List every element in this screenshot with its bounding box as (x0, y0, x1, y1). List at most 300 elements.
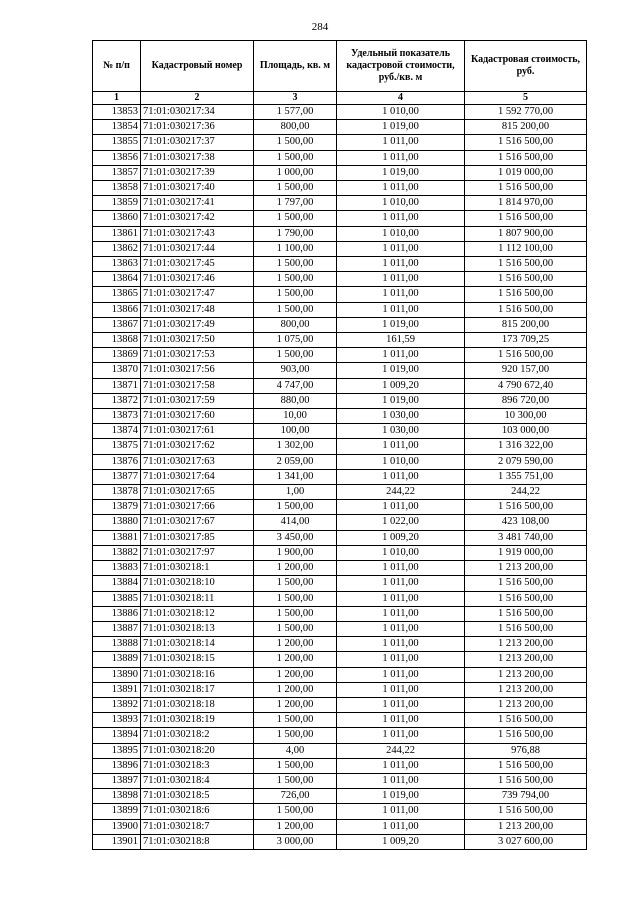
cell-specific-value: 1 011,00 (337, 135, 465, 150)
cell-area: 1 500,00 (254, 606, 337, 621)
cell-cadastral-cost: 1 516 500,00 (465, 621, 587, 636)
cell-cadastral-number: 71:01:030218:4 (141, 773, 254, 788)
cell-cadastral-number: 71:01:030217:39 (141, 165, 254, 180)
cell-cadastral-cost: 1 807 900,00 (465, 226, 587, 241)
cell-area: 1 790,00 (254, 226, 337, 241)
cell-cadastral-number: 71:01:030217:34 (141, 105, 254, 120)
table-row (93, 743, 587, 758)
cell-row-number: 13864 (93, 272, 141, 287)
cell-cadastral-cost: 1 516 500,00 (465, 135, 587, 150)
cell-area: 1 500,00 (254, 591, 337, 606)
cell-area: 1 200,00 (254, 682, 337, 697)
cell-cadastral-cost: 103 000,00 (465, 424, 587, 439)
cell-row-number: 13880 (93, 515, 141, 530)
cell-area: 1 200,00 (254, 819, 337, 834)
column-number: 2 (141, 92, 254, 105)
cell-specific-value: 1 010,00 (337, 105, 465, 120)
cell-cadastral-cost: 3 027 600,00 (465, 834, 587, 849)
cell-row-number: 13888 (93, 637, 141, 652)
table-row (93, 834, 587, 849)
cell-area: 1 500,00 (254, 758, 337, 773)
cell-cadastral-cost: 1 213 200,00 (465, 652, 587, 667)
cell-row-number: 13871 (93, 378, 141, 393)
cell-specific-value: 1 030,00 (337, 424, 465, 439)
cell-row-number: 13897 (93, 773, 141, 788)
cell-area: 1 500,00 (254, 576, 337, 591)
cell-specific-value: 1 011,00 (337, 667, 465, 682)
table-row (93, 515, 587, 530)
cell-cadastral-cost: 896 720,00 (465, 393, 587, 408)
cell-specific-value: 1 019,00 (337, 363, 465, 378)
cell-cadastral-number: 71:01:030217:43 (141, 226, 254, 241)
cell-specific-value: 1 011,00 (337, 713, 465, 728)
cell-cadastral-cost: 173 709,25 (465, 333, 587, 348)
table-row (93, 652, 587, 667)
table-row (93, 424, 587, 439)
cell-area: 1 000,00 (254, 165, 337, 180)
cell-cadastral-number: 71:01:030218:13 (141, 621, 254, 636)
cell-cadastral-number: 71:01:030218:6 (141, 804, 254, 819)
cell-specific-value: 1 011,00 (337, 439, 465, 454)
cell-specific-value: 1 011,00 (337, 697, 465, 712)
cell-cadastral-cost: 1 516 500,00 (465, 272, 587, 287)
cell-specific-value: 1 011,00 (337, 591, 465, 606)
cell-row-number: 13861 (93, 226, 141, 241)
cell-area: 1 200,00 (254, 637, 337, 652)
cell-row-number: 13857 (93, 165, 141, 180)
table-row (93, 728, 587, 743)
table-row (93, 469, 587, 484)
cell-cadastral-number: 71:01:030218:19 (141, 713, 254, 728)
cell-area: 726,00 (254, 789, 337, 804)
cell-cadastral-cost: 10 300,00 (465, 409, 587, 424)
cell-specific-value: 1 011,00 (337, 302, 465, 317)
cell-specific-value: 1 019,00 (337, 165, 465, 180)
cell-row-number: 13899 (93, 804, 141, 819)
cell-cadastral-number: 71:01:030217:50 (141, 333, 254, 348)
cell-row-number: 13875 (93, 439, 141, 454)
cell-row-number: 13889 (93, 652, 141, 667)
table-body (93, 105, 587, 850)
cell-row-number: 13868 (93, 333, 141, 348)
cell-area: 1 100,00 (254, 241, 337, 256)
cell-cadastral-number: 71:01:030217:67 (141, 515, 254, 530)
table-row (93, 378, 587, 393)
cell-cadastral-cost: 1 516 500,00 (465, 181, 587, 196)
cell-area: 4 747,00 (254, 378, 337, 393)
table-row (93, 819, 587, 834)
table-row (93, 545, 587, 560)
table-row (93, 165, 587, 180)
cell-cadastral-cost: 1 516 500,00 (465, 713, 587, 728)
table-row (93, 211, 587, 226)
header-area: Площадь, кв. м (254, 41, 337, 92)
cell-row-number: 13895 (93, 743, 141, 758)
cell-area: 1 500,00 (254, 728, 337, 743)
cell-specific-value: 1 011,00 (337, 773, 465, 788)
cell-specific-value: 1 011,00 (337, 819, 465, 834)
cell-area: 800,00 (254, 120, 337, 135)
table-row (93, 120, 587, 135)
cell-cadastral-cost: 1 516 500,00 (465, 500, 587, 515)
cell-area: 800,00 (254, 317, 337, 332)
cell-cadastral-cost: 815 200,00 (465, 317, 587, 332)
cell-cadastral-number: 71:01:030218:12 (141, 606, 254, 621)
table-row (93, 667, 587, 682)
cell-area: 1 500,00 (254, 272, 337, 287)
cell-cadastral-number: 71:01:030218:15 (141, 652, 254, 667)
cell-cadastral-number: 71:01:030217:97 (141, 545, 254, 560)
cell-cadastral-cost: 1 516 500,00 (465, 591, 587, 606)
cell-cadastral-number: 71:01:030217:44 (141, 241, 254, 256)
cell-area: 1 500,00 (254, 773, 337, 788)
cell-row-number: 13858 (93, 181, 141, 196)
table-row (93, 302, 587, 317)
cell-row-number: 13874 (93, 424, 141, 439)
cell-cadastral-number: 71:01:030218:7 (141, 819, 254, 834)
table-row (93, 317, 587, 332)
cell-row-number: 13883 (93, 561, 141, 576)
header-cadastral-cost: Кадастровая стоимость, руб. (465, 41, 587, 92)
cell-cadastral-number: 71:01:030217:85 (141, 530, 254, 545)
cell-cadastral-number: 71:01:030217:37 (141, 135, 254, 150)
table-row (93, 713, 587, 728)
cell-cadastral-number: 71:01:030217:49 (141, 317, 254, 332)
table-row (93, 363, 587, 378)
cell-row-number: 13873 (93, 409, 141, 424)
cell-cadastral-cost: 1 019 000,00 (465, 165, 587, 180)
cell-specific-value: 1 019,00 (337, 789, 465, 804)
cell-specific-value: 1 011,00 (337, 621, 465, 636)
cell-cadastral-cost: 1 316 322,00 (465, 439, 587, 454)
cell-cadastral-number: 71:01:030218:17 (141, 682, 254, 697)
cell-cadastral-cost: 1 112 100,00 (465, 241, 587, 256)
cell-cadastral-number: 71:01:030218:10 (141, 576, 254, 591)
cell-row-number: 13876 (93, 454, 141, 469)
table-row (93, 196, 587, 211)
cell-cadastral-number: 71:01:030217:56 (141, 363, 254, 378)
cell-area: 1 075,00 (254, 333, 337, 348)
cell-cadastral-number: 71:01:030218:20 (141, 743, 254, 758)
table-row (93, 393, 587, 408)
cell-cadastral-cost: 1 814 970,00 (465, 196, 587, 211)
cell-specific-value: 1 011,00 (337, 348, 465, 363)
cell-area: 1 500,00 (254, 348, 337, 363)
cell-cadastral-number: 71:01:030217:63 (141, 454, 254, 469)
cell-specific-value: 1 011,00 (337, 728, 465, 743)
cell-cadastral-cost: 1 516 500,00 (465, 758, 587, 773)
cell-area: 1 341,00 (254, 469, 337, 484)
cell-area: 1 577,00 (254, 105, 337, 120)
cell-area: 4,00 (254, 743, 337, 758)
cell-cadastral-cost: 1 516 500,00 (465, 150, 587, 165)
table-row (93, 454, 587, 469)
table-row (93, 272, 587, 287)
cell-cadastral-number: 71:01:030218:18 (141, 697, 254, 712)
cell-area: 1,00 (254, 485, 337, 500)
cell-cadastral-number: 71:01:030218:2 (141, 728, 254, 743)
cell-cadastral-cost: 920 157,00 (465, 363, 587, 378)
cell-specific-value: 1 009,20 (337, 530, 465, 545)
cell-cadastral-number: 71:01:030218:16 (141, 667, 254, 682)
cell-cadastral-number: 71:01:030218:5 (141, 789, 254, 804)
cell-cadastral-cost: 976,88 (465, 743, 587, 758)
cell-row-number: 13881 (93, 530, 141, 545)
cell-specific-value: 1 009,20 (337, 834, 465, 849)
cell-specific-value: 1 019,00 (337, 393, 465, 408)
cell-area: 1 500,00 (254, 621, 337, 636)
cell-area: 414,00 (254, 515, 337, 530)
cell-cadastral-number: 71:01:030217:66 (141, 500, 254, 515)
cell-row-number: 13886 (93, 606, 141, 621)
table-row (93, 697, 587, 712)
cell-specific-value: 1 011,00 (337, 469, 465, 484)
table-row (93, 333, 587, 348)
cell-specific-value: 1 011,00 (337, 758, 465, 773)
cell-cadastral-number: 71:01:030218:14 (141, 637, 254, 652)
header-row-number: № п/п (93, 41, 141, 92)
cell-cadastral-number: 71:01:030217:59 (141, 393, 254, 408)
cell-row-number: 13879 (93, 500, 141, 515)
cell-area: 1 200,00 (254, 697, 337, 712)
cell-specific-value: 1 030,00 (337, 409, 465, 424)
header-cadastral-number: Кадастровый номер (141, 41, 254, 92)
cell-specific-value: 1 011,00 (337, 682, 465, 697)
cell-cadastral-number: 71:01:030217:45 (141, 257, 254, 272)
cell-row-number: 13865 (93, 287, 141, 302)
cell-cadastral-cost: 244,22 (465, 485, 587, 500)
cell-cadastral-cost: 1 213 200,00 (465, 682, 587, 697)
cell-row-number: 13885 (93, 591, 141, 606)
cell-cadastral-number: 71:01:030217:47 (141, 287, 254, 302)
table-row (93, 621, 587, 636)
cell-row-number: 13869 (93, 348, 141, 363)
cell-cadastral-number: 71:01:030218:1 (141, 561, 254, 576)
cell-cadastral-number: 71:01:030217:62 (141, 439, 254, 454)
cell-specific-value: 1 011,00 (337, 211, 465, 226)
cell-area: 903,00 (254, 363, 337, 378)
cell-area: 1 500,00 (254, 713, 337, 728)
cell-row-number: 13862 (93, 241, 141, 256)
cell-specific-value: 1 011,00 (337, 241, 465, 256)
table-row (93, 773, 587, 788)
table-row (93, 485, 587, 500)
cell-specific-value: 1 011,00 (337, 561, 465, 576)
table-row (93, 804, 587, 819)
cell-cadastral-number: 71:01:030218:11 (141, 591, 254, 606)
cell-row-number: 13894 (93, 728, 141, 743)
cell-cadastral-cost: 1 213 200,00 (465, 637, 587, 652)
table-row (93, 150, 587, 165)
cell-row-number: 13856 (93, 150, 141, 165)
cell-specific-value: 1 011,00 (337, 500, 465, 515)
cell-cadastral-cost: 1 355 751,00 (465, 469, 587, 484)
table-row (93, 257, 587, 272)
table-row (93, 287, 587, 302)
cell-specific-value: 1 019,00 (337, 120, 465, 135)
cell-area: 3 450,00 (254, 530, 337, 545)
cell-cadastral-cost: 2 079 590,00 (465, 454, 587, 469)
cell-specific-value: 1 011,00 (337, 652, 465, 667)
table-row (93, 439, 587, 454)
cell-row-number: 13867 (93, 317, 141, 332)
cell-row-number: 13884 (93, 576, 141, 591)
cell-cadastral-cost: 1 516 500,00 (465, 804, 587, 819)
table-row (93, 606, 587, 621)
cell-cadastral-number: 71:01:030217:40 (141, 181, 254, 196)
cell-cadastral-cost: 1 516 500,00 (465, 257, 587, 272)
cell-cadastral-cost: 1 516 500,00 (465, 606, 587, 621)
cell-cadastral-number: 71:01:030217:41 (141, 196, 254, 211)
column-number: 4 (337, 92, 465, 105)
cell-cadastral-cost: 1 213 200,00 (465, 561, 587, 576)
cell-specific-value: 1 011,00 (337, 606, 465, 621)
column-number: 3 (254, 92, 337, 105)
cell-row-number: 13898 (93, 789, 141, 804)
cell-row-number: 13890 (93, 667, 141, 682)
cell-cadastral-number: 71:01:030217:38 (141, 150, 254, 165)
cell-specific-value: 1 010,00 (337, 454, 465, 469)
table-row (93, 576, 587, 591)
cell-cadastral-cost: 1 213 200,00 (465, 667, 587, 682)
cell-cadastral-cost: 423 108,00 (465, 515, 587, 530)
cell-specific-value: 1 010,00 (337, 196, 465, 211)
table-row (93, 637, 587, 652)
table-row (93, 561, 587, 576)
cell-area: 1 900,00 (254, 545, 337, 560)
cell-cadastral-number: 71:01:030217:36 (141, 120, 254, 135)
cell-cadastral-number: 71:01:030218:3 (141, 758, 254, 773)
cadastral-value-table (92, 40, 587, 850)
cell-specific-value: 1 011,00 (337, 257, 465, 272)
cell-cadastral-number: 71:01:030217:46 (141, 272, 254, 287)
cell-cadastral-cost: 1 516 500,00 (465, 348, 587, 363)
cell-area: 1 500,00 (254, 257, 337, 272)
cell-specific-value: 1 010,00 (337, 226, 465, 241)
cell-area: 1 500,00 (254, 500, 337, 515)
cell-cadastral-number: 71:01:030217:42 (141, 211, 254, 226)
cell-row-number: 13872 (93, 393, 141, 408)
column-number: 5 (465, 92, 587, 105)
cell-row-number: 13893 (93, 713, 141, 728)
table-header-row (93, 41, 587, 92)
cell-area: 2 059,00 (254, 454, 337, 469)
cell-cadastral-number: 71:01:030217:64 (141, 469, 254, 484)
cell-specific-value: 1 011,00 (337, 272, 465, 287)
cell-row-number: 13860 (93, 211, 141, 226)
cell-specific-value: 1 022,00 (337, 515, 465, 530)
cell-cadastral-cost: 1 516 500,00 (465, 773, 587, 788)
table-row (93, 135, 587, 150)
cell-row-number: 13859 (93, 196, 141, 211)
cell-area: 1 500,00 (254, 804, 337, 819)
cell-cadastral-cost: 739 794,00 (465, 789, 587, 804)
cell-row-number: 13853 (93, 105, 141, 120)
table-row (93, 241, 587, 256)
table-row (93, 789, 587, 804)
cell-cadastral-cost: 3 481 740,00 (465, 530, 587, 545)
table-row (93, 591, 587, 606)
cell-specific-value: 1 011,00 (337, 287, 465, 302)
cell-cadastral-number: 71:01:030217:61 (141, 424, 254, 439)
cell-specific-value: 1 011,00 (337, 181, 465, 196)
cell-area: 1 500,00 (254, 135, 337, 150)
cell-row-number: 13855 (93, 135, 141, 150)
cell-area: 10,00 (254, 409, 337, 424)
cell-row-number: 13870 (93, 363, 141, 378)
cell-cadastral-cost: 1 592 770,00 (465, 105, 587, 120)
cell-area: 1 302,00 (254, 439, 337, 454)
cell-cadastral-cost: 815 200,00 (465, 120, 587, 135)
cell-area: 1 200,00 (254, 652, 337, 667)
cell-specific-value: 244,22 (337, 485, 465, 500)
table-row (93, 500, 587, 515)
cell-specific-value: 161,59 (337, 333, 465, 348)
table-row (93, 226, 587, 241)
cell-cadastral-cost: 1 516 500,00 (465, 576, 587, 591)
table-row (93, 181, 587, 196)
cell-cadastral-cost: 1 516 500,00 (465, 728, 587, 743)
cell-area: 3 000,00 (254, 834, 337, 849)
cell-area: 1 500,00 (254, 287, 337, 302)
cell-area: 1 797,00 (254, 196, 337, 211)
table-row (93, 758, 587, 773)
cell-cadastral-number: 71:01:030218:8 (141, 834, 254, 849)
cell-row-number: 13866 (93, 302, 141, 317)
header-specific-value: Удельный показатель кадастровой стоимости, руб./кв. м (337, 41, 465, 92)
cell-row-number: 13854 (93, 120, 141, 135)
page-number: 284 (311, 21, 329, 33)
cell-row-number: 13887 (93, 621, 141, 636)
cell-row-number: 13882 (93, 545, 141, 560)
cell-area: 1 500,00 (254, 302, 337, 317)
cell-row-number: 13892 (93, 697, 141, 712)
cell-specific-value: 1 011,00 (337, 637, 465, 652)
cell-specific-value: 1 019,00 (337, 317, 465, 332)
cell-cadastral-cost: 1 213 200,00 (465, 819, 587, 834)
table-row (93, 348, 587, 363)
cell-row-number: 13863 (93, 257, 141, 272)
cell-cadastral-cost: 1 919 000,00 (465, 545, 587, 560)
column-number-row (93, 92, 587, 105)
cell-area: 1 500,00 (254, 181, 337, 196)
cell-specific-value: 1 011,00 (337, 804, 465, 819)
cell-area: 1 200,00 (254, 667, 337, 682)
cell-specific-value: 244,22 (337, 743, 465, 758)
cell-cadastral-number: 71:01:030217:65 (141, 485, 254, 500)
cell-cadastral-cost: 1 516 500,00 (465, 302, 587, 317)
cell-cadastral-number: 71:01:030217:60 (141, 409, 254, 424)
cell-specific-value: 1 011,00 (337, 576, 465, 591)
table-row (93, 682, 587, 697)
cell-area: 1 500,00 (254, 211, 337, 226)
table-row (93, 105, 587, 120)
cell-cadastral-number: 71:01:030217:48 (141, 302, 254, 317)
cell-specific-value: 1 009,20 (337, 378, 465, 393)
cell-area: 100,00 (254, 424, 337, 439)
cell-cadastral-cost: 4 790 672,40 (465, 378, 587, 393)
cell-row-number: 13901 (93, 834, 141, 849)
cell-cadastral-cost: 1 516 500,00 (465, 287, 587, 302)
table-row (93, 530, 587, 545)
cell-specific-value: 1 011,00 (337, 150, 465, 165)
cell-area: 880,00 (254, 393, 337, 408)
cell-row-number: 13877 (93, 469, 141, 484)
cell-area: 1 200,00 (254, 561, 337, 576)
cell-row-number: 13900 (93, 819, 141, 834)
cell-specific-value: 1 010,00 (337, 545, 465, 560)
cell-area: 1 500,00 (254, 150, 337, 165)
